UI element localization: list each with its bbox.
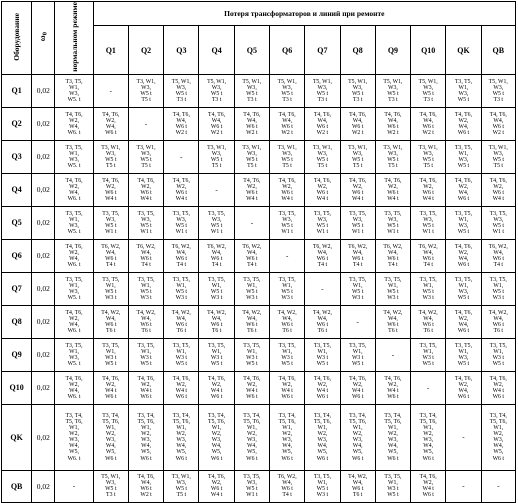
table-cell: T4, T6, W4, W6 t W2 t [481,107,515,140]
table-cell: T5, W1, W3, W5 t T3 t [270,74,305,107]
table-cell: T3, W1, W3, W5 t T5 t [93,140,128,173]
table-cell: T3, T5, W3, W5 t W1 t [164,206,199,239]
normal-mode-cell: T4, T6, W2, W4, W6. t [55,239,93,272]
table-cell: T4, T6, W4, W6 t W2 t [375,107,410,140]
table-cell: T4, T6, W2, W4 t W6 t [340,371,375,404]
table-cell: T6, W2, W4, W6 t T4 t [481,239,515,272]
table-cell: T3, T5, W1, W5 t W3 t [164,272,199,305]
table-cell: T3, W1, W3, W5 t T5 t [411,140,446,173]
table-cell: T4, T6, W4, W6 t W2 t [164,107,199,140]
table-cell: T4, T6, W2, W4, W6 t [93,107,128,140]
table-cell: T3, T5, W1, W3, W5 t [446,140,481,173]
table-cell: T4, T6, W2, W4 t W6 t [270,371,305,404]
table-cell: T4, T6, W4, W6 t W2 t [199,107,234,140]
table-cell: T5, W1, W3, W5 t T3 t [375,74,410,107]
normal-mode-cell: - [55,470,93,502]
table-cell: T3, T5, W3, W5 t W1 t [481,206,515,239]
table-cell: T3, W1, W3, W5 t T5 t [340,140,375,173]
table-cell: T4, T6, W2, W6 t W4 t [199,470,234,502]
table-cell: T3, T5, W1, W5 t W3 t [305,470,340,502]
table-cell: T3, W1, W3, W5 t T5 t [375,140,410,173]
table-cell: T4, T6, W2, W4, W6 t [446,107,481,140]
table-cell: T3, T5, W1, W3, W5 t [446,206,481,239]
row-label: Q4 [2,173,32,206]
row-label: Q9 [2,338,32,371]
table-cell: T3, W1, W3, W5 t T5 t [199,140,234,173]
table-cell: T4, T6, W2, W4 t W6 t [375,371,410,404]
table-cell: T4, W2, W4, W6 t T6 t [305,305,340,338]
table-cell: T3, W1, W3, W5 t T5 t [164,470,199,502]
table-cell: T6, W2, W4, W6 t T4 t [411,239,446,272]
table-cell: T3, T5, W1, W3 t W5 t [128,338,163,371]
table-cell: T4, T6, W2, W4 t W6 t [305,371,340,404]
table-row [2,173,516,206]
table-cell: T4, T6, W2, W4, W6 t [446,239,481,272]
table-cell: T3, W1, W3, W5 t T5 t [128,74,163,107]
table-cell: - [270,239,305,272]
table-cell: T4, T6, W2, W4, W6 t [446,305,481,338]
table-cell: T5, W1, W3, W5 t T3 t [481,74,515,107]
equipment-header: Оборудование [2,2,32,75]
table-cell: T3, T5, W1, W3 t W5 t [305,338,340,371]
table-cell: T3, T5, W1, W5 t W3 t [270,272,305,305]
table-cell: T3, T5, W1, W5 t W3 t [128,272,163,305]
table-cell: T4, W2, W4, W6 t T6 t [481,305,515,338]
table-cell: T3, W1, W3, W5 t T5 t [305,140,340,173]
table-cell: T4, W2, W4, W6 t T6 t [340,470,375,502]
table-cell: T4, T6, W2, W4 t W6 t [481,371,515,404]
table-row [2,74,516,107]
table-cell: T3, T5, W1, W3 t W5 t [375,470,410,502]
table-cell: T3, T5, W3, W5 t W1 t [305,206,340,239]
row-label: Q5 [2,206,32,239]
table-cell: T4, T6, W2, W6 t W4 t [128,173,163,206]
table-row [2,404,516,470]
table-cell: - [446,404,481,470]
table-cell: T3, T5, W1, W5 t W3 t [199,272,234,305]
row-label: QK [2,404,32,470]
table-cell: T4, T6, W2, W6 t W4 t [375,173,410,206]
table-cell: T4, T6, W2, W6 t W4 t [340,173,375,206]
omega-value: 0,02 [32,107,55,140]
table-cell: T5, W1, W3, W5 t T3 t [93,470,128,502]
omega-value: 0,02 [32,404,55,470]
table-cell: T3, T5, W1, W3, W5 t [446,272,481,305]
normal-mode-cell: T3, T4, T5, T6, W1, W2, W3, W4, W5, W6. t [55,404,93,470]
normal-mode-cell: T3, T5, W1, W3, W5. t [55,338,93,371]
row-label: Q8 [2,305,32,338]
table-cell: T3, T5, W3, W5 t W1 t [375,206,410,239]
table-cell: T3, T5, W3, W5 t W1 t [411,206,446,239]
table-cell: T4, W2, W4, W6 t T6 t [199,305,234,338]
table-row [2,338,516,371]
table-cell: T4, W2, W4, W6 t T6 t [411,305,446,338]
table-cell: - [128,107,163,140]
table-cell: T3, T4, T5, T6, W1, W2, W3, W4, W5, W6 t [164,404,199,470]
table-cell: T5, W1, W3, W5 t T3 t [199,74,234,107]
table-cell: T3, T5, W1, W5 t W3 t [234,272,269,305]
table-cell: T4, T6, W2, W6 t W4 t [270,173,305,206]
table-cell: T6, W2, W4, W6 t T4 t [128,239,163,272]
column-header-q4: Q4 [199,26,234,75]
table-cell: T3, T4, T5, T6, W1, W2, W3, W4, W5, W6 t [199,404,234,470]
omega-value: 0,02 [32,338,55,371]
omega-value: 0,02 [32,74,55,107]
normal-mode-header: нормальном режиме [55,2,93,75]
table-row [2,470,516,502]
normal-mode-cell: T3, T5, W1, W3, W5. t [55,74,93,107]
row-label: Q1 [2,74,32,107]
row-label: QB [2,470,32,502]
table-row [2,272,516,305]
table-cell: T3, T5, W1, W5 t W3 t [340,272,375,305]
table-cell: T3, W1, W3, W5 t T5 t [481,140,515,173]
table-cell: T4, T6, W2, W6 t W4 t [481,173,515,206]
normal-mode-cell: T4, T6, W2, W4, W6. t [55,305,93,338]
table-cell: T6, W2, W4, W6 t T4 t [234,239,269,272]
table-cell: T3, T5, W3, W5 t W1 t [340,206,375,239]
table-cell: - [411,371,446,404]
table-cell: T4, T6, W2, W4 t W6 t [199,371,234,404]
column-header-q10: Q10 [411,26,446,75]
column-header-q8: Q8 [340,26,375,75]
table-cell: T3, T5, W1, W3, W5 t [446,74,481,107]
table-cell: - [93,74,128,107]
omega-value: 0,02 [32,206,55,239]
table-cell: T6, W2, W4, W6 t T4 t [164,239,199,272]
equipment-failure-table [1,1,516,503]
table-cell: T3, T5, W3, W5 t W1 t [199,206,234,239]
column-header-q6: Q6 [270,26,305,75]
table-cell: T5, W1, W3, W5 t T3 t [340,74,375,107]
omega-value: 0,02 [32,272,55,305]
table-cell: T3, T5, W1, W3 t W5 t [270,338,305,371]
normal-mode-cell: T4, T6, W2, W4, W6. t [55,107,93,140]
table-row [2,239,516,272]
table-cell: - [481,470,515,502]
table-cell: T4, T6, W2, W4, W6 t [446,173,481,206]
omega-value: 0,02 [32,371,55,404]
table-cell: T4, T6, W4, W6 t W2 t [234,107,269,140]
row-label: Q2 [2,107,32,140]
table-cell: T3, W1, W3, W5 t T5 t [270,140,305,173]
table-cell: T3, T5, W1, W3 t W5 t [234,338,269,371]
table-cell: T4, T6, W2, W4, W6 t [446,371,481,404]
table-cell: T5, W1, W3, W5 t T3 t [305,74,340,107]
omega-value: 0,02 [32,239,55,272]
table-cell: T3, T4, T5, T6, W1, W2, W3, W4, W5, W6 t [128,404,163,470]
table-cell: T3, T5, W1, W3 t W5 t [481,338,515,371]
table-cell: T4, T6, W2, W4 t W6 t [234,371,269,404]
row-label: Q10 [2,371,32,404]
table-row [2,371,516,404]
table-cell: T3, T5, W1, W3 t W5 t [411,338,446,371]
column-header-qb: QB [481,26,515,75]
table-cell: T4, W2, W4, W6 t T6 t [164,305,199,338]
table-cell: - [199,173,234,206]
table-cell: T3, T5, W1, W3 t W5 t [340,338,375,371]
table-cell: - [234,206,269,239]
table-cell: T6, W2, W4, W6 t T4 t [199,239,234,272]
table-cell: T5, W1, W3, W5 t T3 t [164,74,199,107]
table-cell: T3, W1, W3, W5 t T5 t [128,140,163,173]
table-cell: T6, W2, W4, W6 t T4 t [340,239,375,272]
row-label: Q3 [2,140,32,173]
table-cell: T4, W2, W4, W6 t T6 t [93,305,128,338]
column-header-q2: Q2 [128,26,163,75]
table-cell: T3, W1, W3, W5 t T5 t [234,140,269,173]
row-label: Q6 [2,239,32,272]
row-label: Q7 [2,272,32,305]
table-cell: T4, T6, W4, W6 t W2 t [270,107,305,140]
loss-title-header: Потеря трансформаторов и линий при ремонте [93,2,515,26]
table-cell: T4, T6, W2, W6 t W4 t [234,173,269,206]
table-cell: T3, T4, T5, T6, W1, W2, W3, W4, W5, W6 t [305,404,340,470]
column-header-q3: Q3 [164,26,199,75]
table-cell: - [164,140,199,173]
table-row [2,305,516,338]
table-cell: T4, T6, W4, W6 t W2 t [411,107,446,140]
table-cell: T4, W2, W4, W6 t T6 t [270,305,305,338]
table-row [2,140,516,173]
table-cell: T3, T5, W1, W5 t W3 t [481,272,515,305]
table-cell: T4, T6, W2, W4 t W6 t [411,470,446,502]
normal-mode-cell: T3, T5, W1, W3, W5. t [55,272,93,305]
table-cell: T3, T5, W1, W3 t W5 t [93,338,128,371]
table-cell: T5, W1, W3, W5 t T3 t [411,74,446,107]
table-cell: T3, T5, W3, W5 t W1 t [93,206,128,239]
table-cell: T4, T6, W2, W4 t W6 t [128,371,163,404]
table-cell: T3, T5, W1, W5 t W3 t [93,272,128,305]
table-cell: T4, W2, W4, W6 t T6 t [128,305,163,338]
omega-value: 0,02 [32,305,55,338]
normal-mode-cell: T4, T6, W2, W4, W6. t [55,173,93,206]
table-cell: T3, T5, W1, W5 t W3 t [375,272,410,305]
table-cell: T6, W2, W4, W6 t T4 t [270,470,305,502]
table-cell: T4, T6, W2, W6 t W4 t [93,173,128,206]
column-header-q1: Q1 [93,26,128,75]
table-cell: T6, W2, W4, W6 t T4 t [93,239,128,272]
column-header-q5: Q5 [234,26,269,75]
table-cell: T4, T6, W4, W6 t W2 t [305,107,340,140]
normal-mode-cell: T4, T6, W2, W4, W6. t [55,371,93,404]
table-cell: T3, T4, T5, T6, W1, W2, W3, W4, W5, W6 t [411,404,446,470]
table-cell: T6, W2, W4, W6 t T4 t [305,239,340,272]
table-cell: T3, T4, T5, T6, W1, W2, W3, W4, W5, W6 t [340,404,375,470]
table-cell: T5, W1, W3, W5 t T3 t [234,74,269,107]
column-header-qk: QK [446,26,481,75]
table-cell: T3, T5, W1, W3 t W5 t [199,338,234,371]
table-row [2,206,516,239]
omega-value: 0,02 [32,140,55,173]
table-cell: T4, T6, W2, W6 t W4 t [305,173,340,206]
table-cell: T4, W2, W4, W6 t T6 t [234,305,269,338]
table-cell: T3, T5, W1, W3 t W5 t [164,338,199,371]
table-cell: T3, T5, W1, W5 t W3 t [411,272,446,305]
table-cell: T3, T4, T5, T6, W1, W2, W3, W4, W5, W6 t [481,404,515,470]
table-cell: T4, W2, W4, W6 t T6 t [375,305,410,338]
table-cell: T3, T5, W3, W5 t W1 t [234,470,269,502]
table-row [2,107,516,140]
table-cell: T3, T5, W1, W3, W5 t [446,338,481,371]
table-cell: - [305,272,340,305]
table-cell: T3, T5, W3, W5 t W1 t [270,206,305,239]
omega-value: 0,02 [32,470,55,502]
table-cell: - [446,470,481,502]
column-header-q9: Q9 [375,26,410,75]
table-cell: - [375,338,410,371]
table-cell: T4, T6, W4, W6 t W2 t [128,470,163,502]
table-cell: T3, T5, W3, W5 t W1 t [128,206,163,239]
table-cell: T4, T6, W4, W6 t W2 t [340,107,375,140]
table-cell: T3, T4, T5, T6, W1, W2, W3, W4, W5, W6 t [375,404,410,470]
table-cell: - [340,305,375,338]
table-cell: T3, T4, T5, T6, W1, W2, W3, W4, W5, W6 t [93,404,128,470]
table-cell: T3, T4, T5, T6, W1, W2, W3, W4, W5, W6 t [234,404,269,470]
table-cell: T4, T6, W2, W6 t W4 t [411,173,446,206]
table-cell: T3, T4, T5, T6, W1, W2, W3, W4, W5, W6 t [270,404,305,470]
table-cell: T4, T6, W2, W4 t W6 t [164,371,199,404]
table-cell: T4, T6, W2, W6 t W4 t [164,173,199,206]
omega-value: 0,02 [32,173,55,206]
normal-mode-cell: T3, T5, W1, W3, W5. t [55,140,93,173]
table-cell: T4, T6, W2, W4 t W6 t [93,371,128,404]
omega-header: $\omega_0$ [32,2,55,75]
table-cell: T6, W2, W4, W6 t T4 t [375,239,410,272]
column-header-q7: Q7 [305,26,340,75]
normal-mode-cell: T3, T5, W1, W3, W5. t [55,206,93,239]
